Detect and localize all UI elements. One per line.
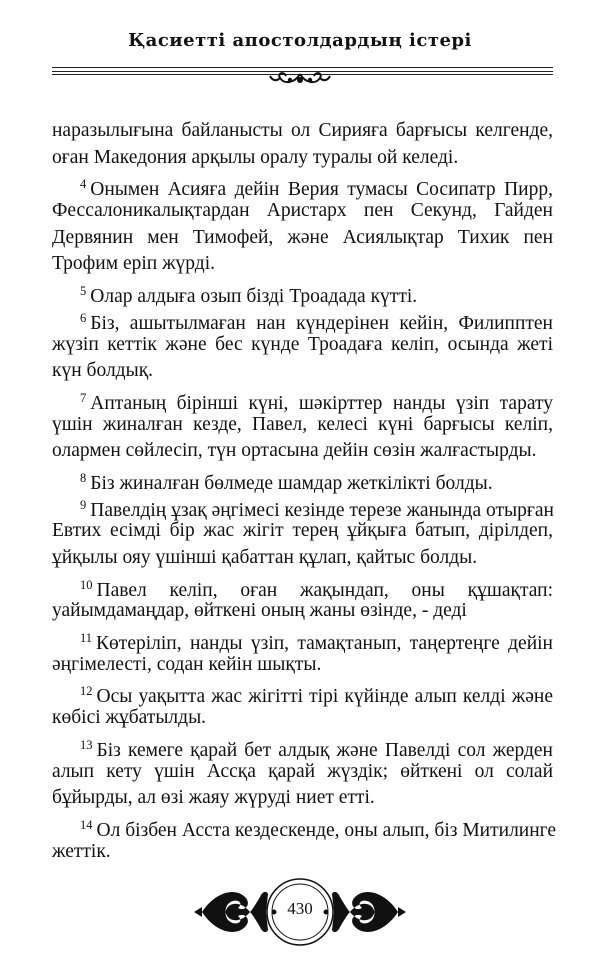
verse-text: әңгімелесті, содан кейін шықты. [52,653,322,675]
text-line [52,412,553,439]
verse-text: Евтих есімді бір жас жігіт терең ұйқыға батып, дірілдеп, [52,520,553,542]
verse-text: үшін жиналған кезде, Павел, келесі күні барғысы келіп, [52,413,553,435]
verse-text: Біз, ашытылмаған нан күндерінен кейін, Филипптен [90,312,553,334]
verse-text: бұйырды, ал өзі жаяу жүруді ниет етті. [52,787,375,809]
running-header-title: Қасиетті апостолдардың істері [128,30,472,51]
verse-text: күн болдық. [52,360,154,382]
verse-number: 5 [80,284,87,299]
scripture-text [52,118,557,865]
text-line [52,145,553,172]
verse-number: 9 [80,497,87,512]
text-line [52,598,553,625]
verse-number: 12 [80,684,93,699]
verse-text: олармен сөйлесіп, түн ортасына дейін сөзін жалғастырды. [52,440,537,462]
verse-number: 8 [80,470,87,485]
text-line [52,118,553,145]
verse-text: Онымен Асияға дейін Верия тумасы Сосипатр Пирр, [90,179,553,201]
text-line [52,465,553,492]
text-line [52,492,553,519]
text-line [52,358,553,385]
text-line [52,759,553,786]
verse-text: Біз жиналған бөлмеде шамдар жеткілікті болды. [90,472,493,494]
text-line [52,545,553,572]
verse-text: Олар алдыға озып бізді Троадада күтті. [90,286,418,308]
text-line [52,438,553,465]
verse-text: наразылығына байланысты ол Сирияға барғысы келгенде, [52,120,553,141]
header-ornament-icon [268,68,332,90]
text-line [52,198,553,225]
text-line [52,812,557,841]
verse-number: 13 [80,737,93,752]
text-line [52,332,553,359]
page-number: 430 [287,899,313,918]
text-line [52,678,553,708]
verse-number: 10 [80,577,93,592]
verse-text: Дервянин мен Тимофей, және Асиялықтар Тихик пен [52,226,553,248]
text-line [52,305,553,332]
text-line [52,732,553,759]
verse-text: Трофим еріп жүрді. [52,253,216,275]
verse-text: уайымдамаңдар, өйткені оның жаны өзінде, - деді [52,600,467,622]
verse-text: Біз кемеге қарай бет алдық және Павелді сол жерден [96,739,553,761]
verse-text: оған Македония арқылы оралу туралы ой келеді. [52,146,459,168]
verse-text: Ол бізбен Асста кездескенде, оны алып, біз Митилинге [96,819,557,841]
text-line [52,518,553,545]
text-line [52,171,553,201]
verse-text: Осы уақытта жас жігітті тірі күйінде алып келді және [96,686,553,708]
text-line [52,278,553,308]
text-line [52,572,553,599]
verse-text: ұйқылы ояу үшінші қабаттан құлап, қайтыс болды. [52,547,478,568]
verse-text: Павелдің ұзақ әңгімесі кезінде терезе жанында отырған [90,499,554,521]
text-line [52,225,553,252]
verse-number: 4 [80,177,87,192]
text-line [52,625,553,655]
text-line [52,385,553,412]
verse-number: 14 [80,817,93,832]
verse-text: Павел келіп, оған жақындап, оны құшақтап: [96,579,553,601]
text-line [52,705,553,732]
verse-number: 11 [80,631,93,646]
verse-text: жеттік. [52,840,111,862]
text-line [52,652,553,679]
verse-text: жүзіп кеттік және бес күнде Троадаға келіп, осында жеті [52,333,553,355]
verse-text: Аптаның бірінші күні, шәкірттер нанды үзіп тарату [90,392,553,414]
verse-text: алып кету үшін Ассқа қарай жүздік; өйткені ол солай [52,760,553,782]
verse-number: 6 [80,310,87,325]
text-line [52,785,553,812]
verse-text: Көтеріліп, нанды үзіп, тамақтанып, таңертеңге дейін [96,633,553,655]
text-line [52,251,553,278]
text-line [52,839,553,866]
verse-text: көбісі жұбатылды. [52,707,207,729]
verse-text: Фессалоникалықтардан Аристарх пен Секунд, Гайден [52,200,553,222]
verse-number: 7 [80,390,87,405]
